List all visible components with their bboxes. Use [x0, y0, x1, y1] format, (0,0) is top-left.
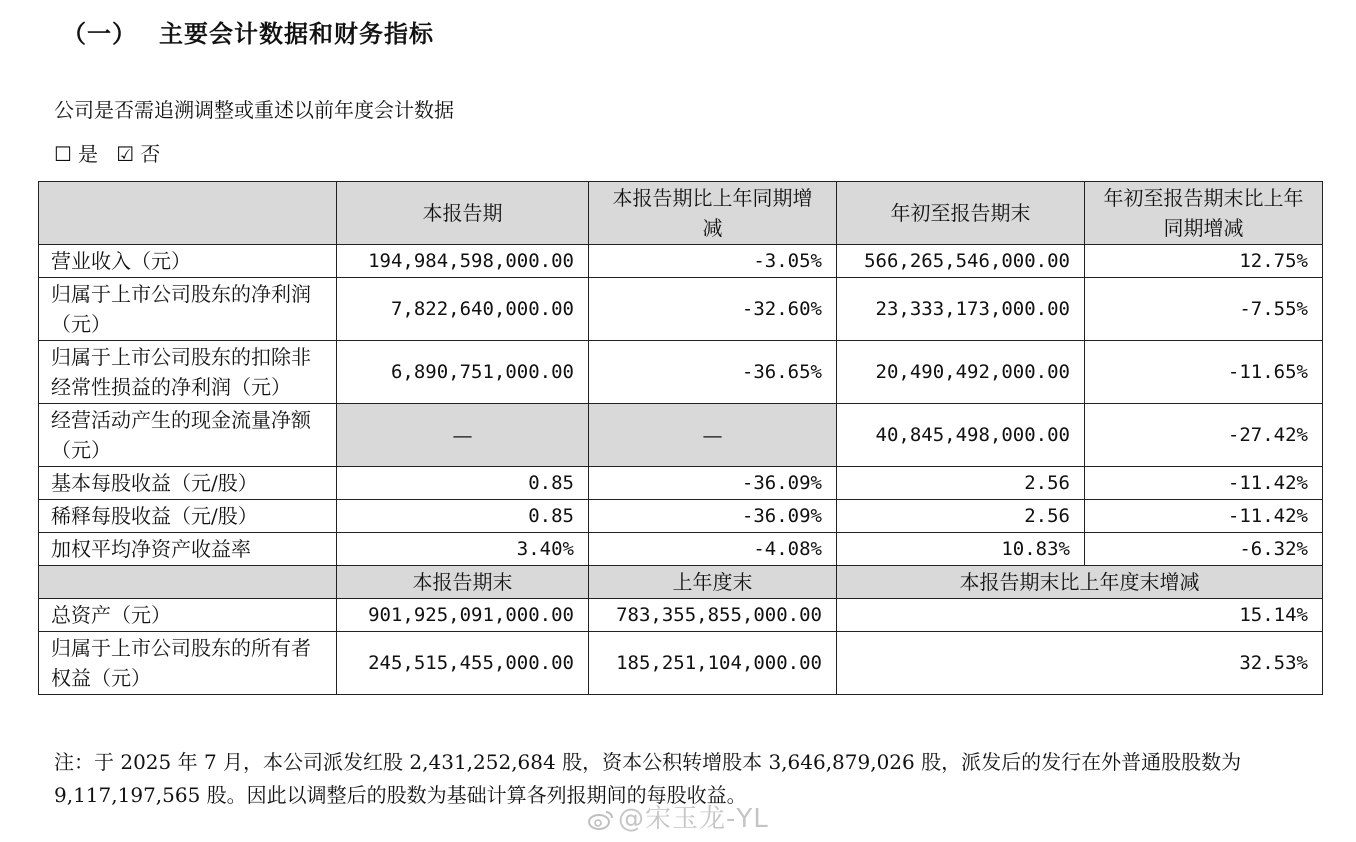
ytd-change-value: -11.65% [1085, 341, 1323, 404]
yes-label: 是 [77, 142, 98, 166]
row-label: 稀释每股收益（元/股） [39, 500, 337, 533]
current-value: 3.40% [337, 533, 589, 566]
table-row [39, 599, 1323, 632]
table-row [39, 278, 1323, 341]
watermark-text: @宋玉龙-YL [618, 804, 769, 834]
header-ytd-change: 年初至报告期末比上年同期增减 [1085, 182, 1323, 245]
row-label: 基本每股收益（元/股） [39, 467, 337, 500]
header-ytd: 年初至报告期末 [837, 182, 1085, 245]
checked-box-icon: ☑ [116, 142, 135, 166]
footnote: 注：于 2025 年 7 月，本公司派发红股 2,431,252,684 股，资本公积转增股本 3,646,879,026 股，派发后的发行在外普通股股数为 9,117,197,565 股。因此以调整后的股数为基础计算各列报期间的每股收益。 [54, 750, 1242, 807]
balance-change-value: 32.53% [837, 632, 1323, 695]
no-checkbox[interactable] [116, 142, 166, 166]
restatement-choices [54, 138, 172, 167]
table-row [39, 245, 1323, 278]
row-label: 归属于上市公司股东的所有者权益（元） [39, 632, 337, 695]
current-change-value: -4.08% [589, 533, 837, 566]
row-label: 归属于上市公司股东的扣除非经常性损益的净利润（元） [39, 341, 337, 404]
prior-year-end-value: 783,355,855,000.00 [589, 599, 837, 632]
current-value: 0.85 [337, 467, 589, 500]
current-change-value: -32.60% [589, 278, 837, 341]
table-header-row [39, 182, 1323, 245]
ytd-value: 20,490,492,000.00 [837, 341, 1085, 404]
ytd-change-value: -11.42% [1085, 500, 1323, 533]
ytd-change-value: 12.75% [1085, 245, 1323, 278]
row-label: 总资产（元） [39, 599, 337, 632]
period-end-value: 901,925,091,000.00 [337, 599, 589, 632]
header-period-end: 本报告期末 [337, 566, 589, 599]
no-label: 否 [140, 142, 161, 166]
header-balance-change: 本报告期末比上年度末增减 [837, 566, 1323, 599]
unchecked-box-icon: ☐ [54, 142, 72, 166]
current-change-value: — [589, 404, 837, 467]
row-label: 加权平均净资产收益率 [39, 533, 337, 566]
header-current-period: 本报告期 [337, 182, 589, 245]
ytd-change-value: -6.32% [1085, 533, 1323, 566]
table-row [39, 467, 1323, 500]
current-value: — [337, 404, 589, 467]
section-title [62, 14, 434, 49]
header-blank [39, 182, 337, 245]
header-current-change: 本报告期比上年同期增减 [589, 182, 837, 245]
watermark [588, 798, 769, 835]
balance-header-blank [39, 566, 337, 599]
table-row [39, 404, 1323, 467]
ytd-change-value: -7.55% [1085, 278, 1323, 341]
current-value: 6,890,751,000.00 [337, 341, 589, 404]
table-row [39, 632, 1323, 695]
ytd-value: 566,265,546,000.00 [837, 245, 1085, 278]
row-label: 营业收入（元） [39, 245, 337, 278]
row-label: 归属于上市公司股东的净利润（元） [39, 278, 337, 341]
table-row [39, 341, 1323, 404]
header-prior-year-end: 上年度末 [589, 566, 837, 599]
prior-year-end-value: 185,251,104,000.00 [589, 632, 837, 695]
ytd-value: 23,333,173,000.00 [837, 278, 1085, 341]
restatement-question: 公司是否需追溯调整或重述以前年度会计数据 [54, 98, 454, 122]
current-value: 194,984,598,000.00 [337, 245, 589, 278]
row-label: 经营活动产生的现金流量净额（元） [39, 404, 337, 467]
current-change-value: -3.05% [589, 245, 837, 278]
balance-header-row [39, 566, 1323, 599]
current-change-value: -36.09% [589, 500, 837, 533]
balance-change-value: 15.14% [837, 599, 1323, 632]
table-row [39, 500, 1323, 533]
ytd-value: 2.56 [837, 500, 1085, 533]
ytd-change-value: -27.42% [1085, 404, 1323, 467]
ytd-value: 40,845,498,000.00 [837, 404, 1085, 467]
ytd-change-value: -11.42% [1085, 467, 1323, 500]
table-row [39, 533, 1323, 566]
current-change-value: -36.09% [589, 467, 837, 500]
section-number: （一） [62, 20, 137, 48]
current-value: 0.85 [337, 500, 589, 533]
ytd-value: 2.56 [837, 467, 1085, 500]
ytd-value: 10.83% [837, 533, 1085, 566]
current-change-value: -36.65% [589, 341, 837, 404]
current-value: 7,822,640,000.00 [337, 278, 589, 341]
period-end-value: 245,515,455,000.00 [337, 632, 589, 695]
financial-indicators-table [38, 181, 1323, 695]
weibo-logo-icon [588, 809, 614, 831]
yes-checkbox[interactable] [54, 142, 104, 166]
section-heading: 主要会计数据和财务指标 [159, 20, 434, 48]
